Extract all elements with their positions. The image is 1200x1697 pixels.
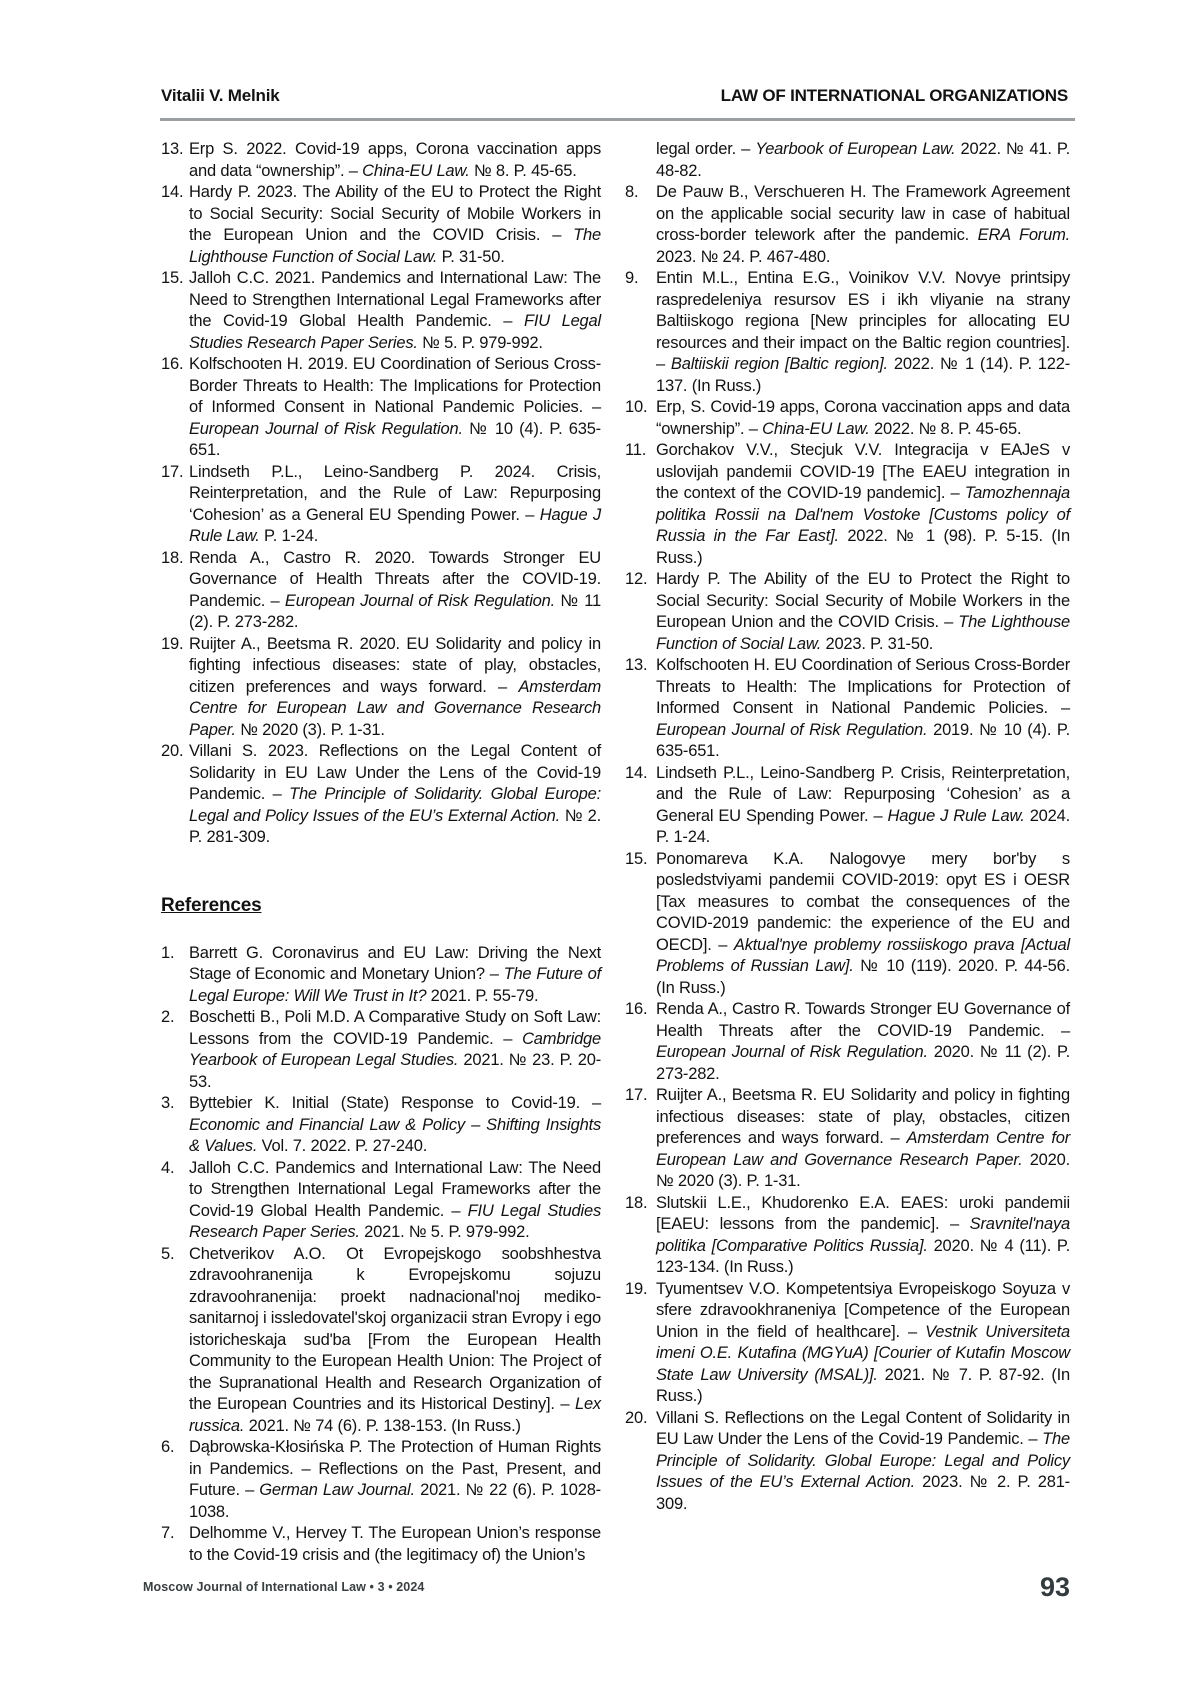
page-header	[161, 86, 1068, 106]
reference-item: 12. Hardy P. The Ability of the EU to Protect the Right to Social Security: Social Security of Mobile Workers in the European Union and the COVID Crisis. – The Lighthouse Function of Social Law. 2023. P. 31-50.	[625, 570, 1070, 653]
header-divider	[160, 118, 1075, 121]
bibliography-list	[161, 139, 601, 849]
reference-item: 16. Renda A., Castro R. Towards Stronger EU Governance of Health Threats after the COVID-19 Pandemic. – European Journal of Risk Regulation. 2020. № 11 (2). P. 273-282.	[625, 1000, 1071, 1083]
reference-number: 14.	[625, 763, 648, 782]
reference-item: 19. Tyumentsev V.O. Kompetentsiya Evropeiskogo Soyuza v sfere zdravookhraneniya [Competence of the European Union in the field of healthcare]. – Vestnik Universiteta imeni O.E. Kutafina (MGYuA) [Courier of Kutafin Moscow State Law University (MSAL)]. 2021. № 7. P. 87-92. (In Russ.)	[625, 1279, 1070, 1405]
reference-number: 16.	[625, 1000, 648, 1018]
reference-item: 14. Hardy P. 2023. The Ability of the EU to Protect the Right to Social Security: Social Security of Mobile Workers in the European Union and the COVID Crisis. – The Lighthouse Function of Social Law. P. 31-50.	[161, 183, 601, 266]
reference-number: 18.	[625, 1193, 648, 1212]
reference-item: 10. Erp, S. Covid-19 apps, Corona vaccination apps and data “ownership”. – China-EU Law. 2022. № 8. P. 45-65.	[625, 398, 1070, 438]
reference-number: 7.	[161, 1524, 175, 1542]
reference-number: 11.	[625, 441, 647, 459]
references-list-right	[625, 139, 1070, 1515]
page-number: 93	[1039, 1572, 1070, 1602]
reference-number: 6.	[161, 1438, 175, 1456]
reference-item: 11. Gorchakov V.V., Stecjuk V.V. Integracija v EAJeS v uslovijah pandemii COVID-19 [The EAEU integration in the context of the COVID-19 pandemic]. – Tamozhennaja politika Rossii na Dal'nem Vostoke [Customs policy of Russia in the Far East]. 2022. № 1 (98). P. 5-15. (In Russ.)	[625, 441, 1070, 567]
reference-number: 13.	[625, 656, 648, 674]
reference-number: 4.	[161, 1158, 175, 1177]
reference-item: 16. Kolfschooten H. 2019. EU Coordination of Serious Cross-Border Threats to Health: The Implications for Protection of Informed Consent in National Pandemic Policies. – European Journal of Risk Regulation. № 10 (4). P. 635-651.	[161, 355, 601, 459]
reference-item: 4. Jalloh C.C. Pandemics and International Law: The Need to Strengthen International Legal Frameworks after the Covid-19 Global Health Pandemic. – FIU Legal Studies Research Paper Series. 2021. № 5. P. 979-992.	[161, 1158, 601, 1241]
journal-footer-line: Moscow Journal of International Law • 3 • 2024	[143, 1580, 425, 1594]
reference-item: 18. Slutskii L.E., Khudorenko E.A. EAES: uroki pandemii [EAEU: lessons from the pandemic]. – Sravnitel'naya politika [Comparative Politics Russia]. 2020. № 4 (11). P. 123-134. (In Russ.)	[625, 1193, 1070, 1276]
reference-number: 13.	[161, 140, 184, 158]
reference-number: 19.	[625, 1279, 648, 1298]
reference-item: 13. Kolfschooten H. EU Coordination of Serious Cross-Border Threats to Health: The Implications for Protection of Informed Consent in National Pandemic Policies. – European Journal of Risk Regulation. 2019. № 10 (4). P. 635-651.	[625, 656, 1070, 760]
reference-item: 15. Jalloh C.C. 2021. Pandemics and International Law: The Need to Strengthen International Legal Frameworks after the Covid-19 Global Health Pandemic. – FIU Legal Studies Research Paper Series. № 5. P. 979-992.	[161, 269, 601, 352]
left-column	[161, 139, 601, 1566]
reference-number: 19.	[161, 634, 184, 653]
reference-columns	[161, 139, 1070, 1566]
reference-item: 7. Delhomme V., Hervey T. The European Union’s response to the Covid-19 crisis and (the legitimacy of) the Union’s	[161, 1524, 601, 1564]
reference-number: 3.	[161, 1094, 175, 1112]
reference-number: 16.	[161, 355, 184, 373]
reference-item: 20. Villani S. Reflections on the Legal Content of Solidarity in EU Law Under the Lens of the Covid-19 Pandemic. – The Principle of Solidarity. Global Europe: Legal and Policy Issues of the EU’s External Action. 2023. № 2. P. 281-309.	[625, 1408, 1070, 1513]
reference-item: 15. Ponomareva K.A. Nalogovye mery bor'by s posledstviyami pandemii COVID-2019: opyt ES i OESR [Tax measures to combat the consequences of the COVID-2019 pandemic: the experience of the EU and OECD]. – Aktual'nye problemy rossiiskogo prava [Actual Problems of Russian Law]. № 10 (119). 2020. P. 44-56. (In Russ.)	[625, 849, 1070, 997]
reference-number: 15.	[625, 849, 648, 868]
reference-item: 17. Lindseth P.L., Leino-Sandberg P. 2024. Crisis, Reinterpretation, and the Rule of Law: Repurposing ‘Cohesion’ as a General EU Spending Power. – Hague J Rule Law. P. 1-24.	[161, 462, 601, 545]
reference-number: 5.	[161, 1244, 175, 1263]
reference-number: 1.	[161, 943, 175, 962]
reference-number: 20.	[625, 1408, 648, 1427]
reference-item: 9. Entin M.L., Entina E.G., Voinikov V.V. Novye printsipy raspredeleniya resursov ES i ikh vliyanie na strany Baltiiskogo regiona [New principles for allocating EU resources and their impact on the Baltic region countries]. – Baltiiskii region [Baltic region]. 2022. № 1 (14). P. 122-137. (In Russ.)	[625, 269, 1070, 395]
reference-number: 9.	[625, 269, 639, 287]
reference-number: 17.	[161, 462, 184, 481]
reference-item: 2. Boschetti B., Poli M.D. A Comparative Study on Soft Law: Lessons from the COVID-19 Pandemic. – Cambridge Yearbook of European Legal Studies. 2021. № 23. P. 20-53.	[161, 1008, 601, 1091]
reference-item: 8. De Pauw B., Verschueren H. The Framework Agreement on the applicable social security law in case of habitual cross-border telework after the pandemic. ERA Forum. 2023. № 24. P. 467-480.	[625, 183, 1071, 266]
reference-number: 17.	[625, 1086, 648, 1104]
reference-item: 5. Chetverikov A.O. Ot Evropejskogo soobshhestva zdravoohranenija k Evropejskomu sojuzu zdravoohranenija: proekt nadnacional'noj mediko-sanitarnoj i issledovatel'skoj organizacii stran Evropy i ego istoricheskaja sud'ba [From the European Health Community to the European Health Union: The Project of the Supranational Health and Research Organization of the European Countries and its Historical Destiny]. – Lex russica. 2021. № 74 (6). P. 138-153. (In Russ.)	[161, 1244, 601, 1435]
reference-item: 20. Villani S. 2023. Reflections on the Legal Content of Solidarity in EU Law Under the Lens of the Covid-19 Pandemic. – The Principle of Solidarity. Global Europe: Legal and Policy Issues of the EU’s External Action. № 2. P. 281-309.	[161, 742, 601, 846]
reference-item: 13. Erp S. 2022. Covid-19 apps, Corona vaccination apps and data “ownership”. – China-EU Law. № 8. P. 45-65.	[161, 140, 601, 180]
reference-number: 20.	[161, 742, 184, 760]
reference-number: 8.	[625, 183, 639, 201]
reference-number: 14.	[161, 183, 184, 201]
reference-number: 15.	[161, 269, 184, 287]
reference-item: 17. Ruijter A., Beetsma R. EU Solidarity and policy in fighting infectious diseases: state of play, obstacles, citizen preferences and ways forward. – Amsterdam Centre for European Law and Governance Research Paper. 2020. № 2020 (3). P. 1-31.	[625, 1086, 1070, 1190]
reference-item-continuation: legal order. – Yearbook of European Law. 2022. № 41. P. 48-82.	[656, 140, 1070, 180]
right-column	[625, 139, 1070, 1566]
reference-number: 10.	[625, 398, 648, 416]
reference-number: 12.	[625, 570, 648, 588]
author-name: Vitalii V. Melnik	[161, 86, 280, 105]
references-list-left	[161, 943, 601, 1567]
reference-item: 18. Renda A., Castro R. 2020. Towards Stronger EU Governance of Health Threats after the COVID-19. Pandemic. – European Journal of Risk Regulation. № 11 (2). P. 273-282.	[161, 548, 601, 631]
reference-item: 19. Ruijter A., Beetsma R. 2020. EU Solidarity and policy in fighting infectious diseases: state of play, obstacles, citizen preferences and ways forward. – Amsterdam Centre for European Law and Governance Research Paper. № 2020 (3). P. 1-31.	[161, 634, 601, 739]
reference-item: 3. Byttebier K. Initial (State) Response to Covid-19. – Economic and Financial Law & Policy – Shifting Insights & Values. Vol. 7. 2022. P. 27-240.	[161, 1094, 601, 1155]
section-title: LAW OF INTERNATIONAL ORGANIZATIONS	[720, 86, 1068, 105]
reference-number: 18.	[161, 548, 184, 567]
reference-number: 2.	[161, 1008, 175, 1026]
references-heading: References	[161, 894, 262, 916]
reference-item: 14. Lindseth P.L., Leino-Sandberg P. Crisis, Reinterpretation, and the Rule of Law: Repurposing ‘Cohesion’ as a General EU Spending Power. – Hague J Rule Law. 2024. P. 1-24.	[625, 763, 1070, 846]
reference-item: 6. Dąbrowska-Kłosińska P. The Protection of Human Rights in Pandemics. – Reflections on the Past, Present, and Future. – German Law Journal. 2021. № 22 (6). P. 1028-1038.	[161, 1438, 601, 1521]
reference-item: 1. Barrett G. Coronavirus and EU Law: Driving the Next Stage of Economic and Monetary Union? – The Future of Legal Europe: Will We Trust in It? 2021. P. 55-79.	[161, 943, 601, 1005]
